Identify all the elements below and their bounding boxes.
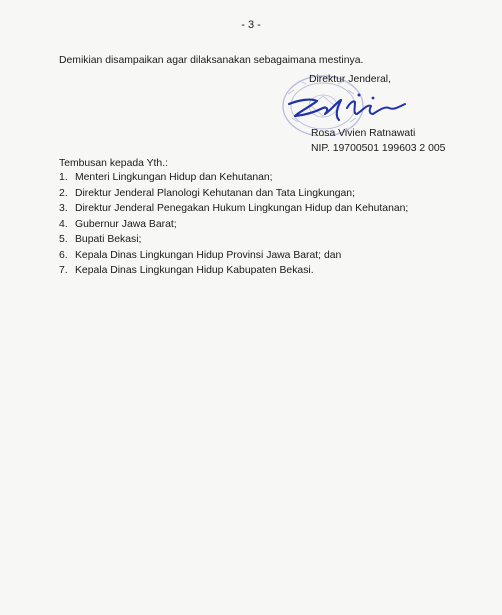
list-item xyxy=(59,201,408,217)
list-item xyxy=(59,248,408,264)
list-item-text: Direktur Jenderal Planologi Kehutanan dan Tata Lingkungan; xyxy=(75,187,355,199)
list-item xyxy=(59,170,408,186)
list-item-number: 1. xyxy=(59,172,68,183)
list-item-number: 3. xyxy=(59,203,68,214)
list-item xyxy=(59,217,408,233)
list-item-text: Kepala Dinas Lingkungan Hidup Provinsi Jawa Barat; dan xyxy=(75,249,342,261)
list-item-number: 7. xyxy=(59,265,68,276)
list-item xyxy=(59,186,408,202)
signer-title: Direktur Jenderal, xyxy=(309,74,392,85)
page-number: - 3 - xyxy=(241,19,261,31)
list-item-number: 4. xyxy=(59,218,68,230)
list-item-text: Menteri Lingkungan Hidup dan Kehutanan; xyxy=(75,172,273,183)
handwritten-signature xyxy=(285,88,415,128)
closing-text: Demikian disampaikan agar dilaksanakan sebagaimana mestinya. xyxy=(59,55,364,66)
signer-nip: NIP. 19700501 199603 2 005 xyxy=(311,143,446,154)
list-item-number: 5. xyxy=(59,234,68,245)
list-item-number: 6. xyxy=(59,249,68,261)
list-item xyxy=(59,263,408,279)
list-item-text: Kepala Dinas Lingkungan Hidup Kabupaten Bekasi. xyxy=(75,265,314,276)
cc-title: Tembusan kepada Yth.: xyxy=(59,158,168,169)
list-item-text: Gubernur Jawa Barat; xyxy=(75,218,177,230)
cc-list xyxy=(59,170,408,279)
list-item-text: Bupati Bekasi; xyxy=(75,234,142,245)
list-item-number: 2. xyxy=(59,187,68,199)
list-item xyxy=(59,232,408,248)
signer-name: Rosa Vivien Ratnawati xyxy=(311,128,416,139)
list-item-text: Direktur Jenderal Penegakan Hukum Lingkungan Hidup dan Kehutanan; xyxy=(75,203,409,214)
